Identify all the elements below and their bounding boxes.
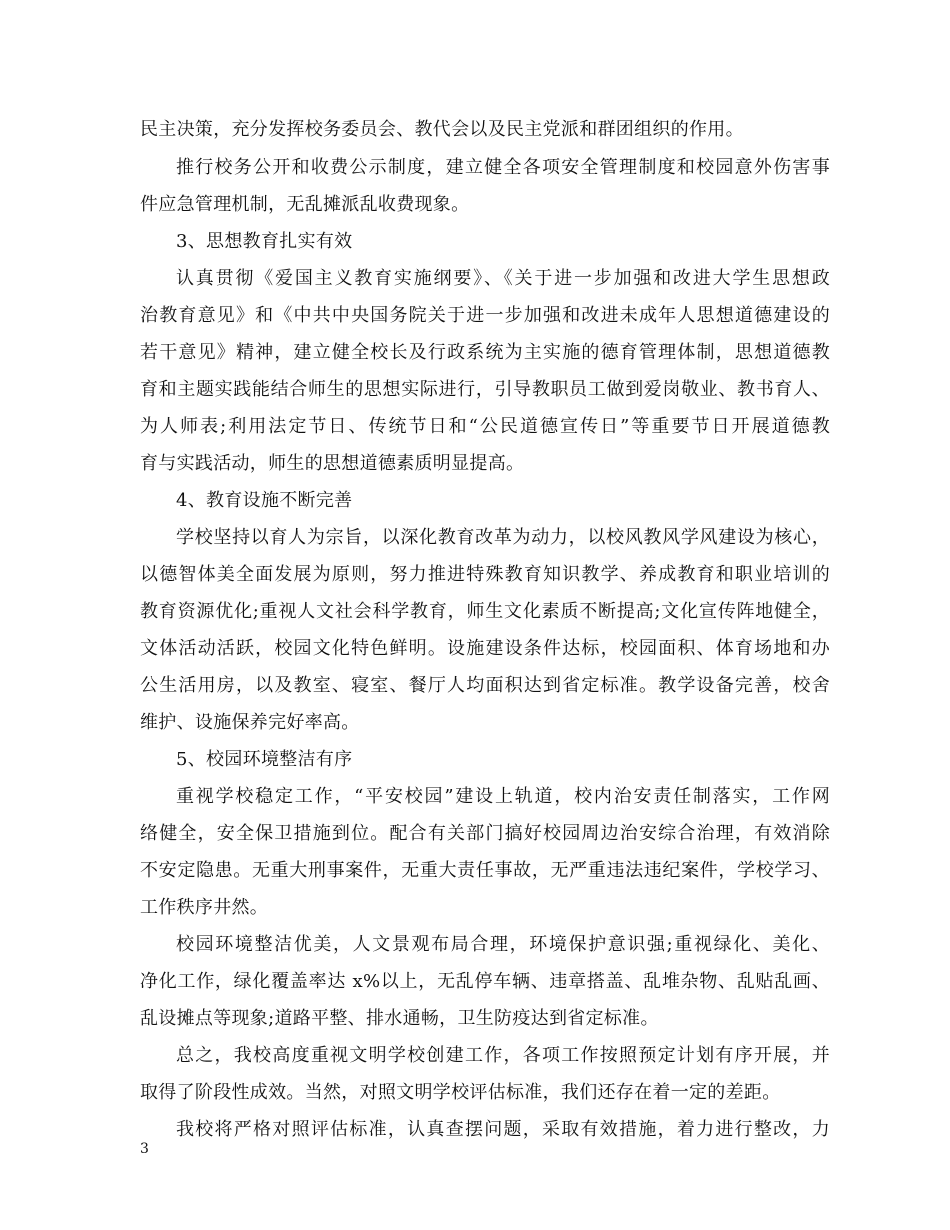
text-line: 民主决策，充分发挥校务委员会、教代会以及民主党派和群团组织的作用。 (140, 119, 744, 140)
text-line: 为人师表;利用法定节日、传统节日和“公民道德宣传日”等重要节日开展道德教 (140, 416, 830, 437)
text-line: 若干意见》精神，建立健全校长及行政系统为主实施的德育管理体制，思想道德教 (140, 342, 830, 363)
section-heading: 5、校园环境整洁有序 (176, 749, 353, 770)
section-heading: 4、教育设施不断完善 (176, 490, 353, 511)
text-line: 我校将严格对照评估标准，认真查摆问题，采取有效措施，着力进行整改，力 (176, 1119, 830, 1140)
text-line: 学校坚持以育人为宗旨，以深化教育改革为动力，以校风教风学风建设为核心， (176, 527, 830, 548)
text-line: 重视学校稳定工作，“平安校园”建设上轨道，校内治安责任制落实，工作网 (176, 786, 830, 807)
section-heading: 3、思想教育扎实有效 (176, 231, 353, 252)
text-line: 络健全，安全保卫措施到位。配合有关部门搞好校园周边治安综合治理，有效消除 (140, 823, 830, 844)
page-number: 3 (140, 1141, 149, 1157)
text-line: 育和主题实践能结合师生的思想实际进行，引导教职员工做到爱岗敬业、教书育人、 (140, 379, 830, 400)
text-line: 乱设摊点等现象;道路平整、排水通畅，卫生防疫达到省定标准。 (140, 1008, 659, 1029)
text-line: 治教育意见》和《中共中央国务院关于进一步加强和改进未成年人思想道德建设的 (140, 305, 830, 326)
text-line: 文体活动活跃，校园文化特色鲜明。设施建设条件达标，校园面积、体育场地和办 (140, 638, 830, 659)
text-line: 件应急管理机制，无乱摊派乱收费现象。 (140, 194, 470, 215)
text-line: 公生活用房，以及教室、寝室、餐厅人均面积达到省定标准。教学设备完善，校舍 (140, 675, 830, 696)
text-line: 取得了阶段性成效。当然，对照文明学校评估标准，我们还存在着一定的差距。 (140, 1082, 781, 1103)
text-line: 维护、设施保养完好率高。 (140, 712, 360, 733)
text-line: 教育资源优化;重视人文社会科学教育，师生文化素质不断提高;文化宣传阵地健全， (140, 601, 830, 622)
text-line: 以德智体美全面发展为原则，努力推进特殊教育知识教学、养成教育和职业培训的 (140, 564, 830, 585)
text-line: 总之，我校高度重视文明学校创建工作，各项工作按照预定计划有序开展，并 (176, 1045, 830, 1066)
text-line: 育与实践活动，师生的思想道德素质明显提高。 (140, 453, 525, 474)
text-line: 推行校务公开和收费公示制度，建立健全各项安全管理制度和校园意外伤害事 (176, 157, 830, 178)
text-line: 不安定隐患。无重大刑事案件，无重大责任事故，无严重违法违纪案件，学校学习、 (140, 860, 830, 881)
text-line: 校园环境整洁优美，人文景观布局合理，环境保护意识强;重视绿化、美化、 (176, 934, 830, 955)
text-line: 工作秩序井然。 (140, 897, 269, 918)
text-line: 认真贯彻《爱国主义教育实施纲要》、《关于进一步加强和改进大学生思想政 (176, 268, 830, 289)
text-line: 净化工作，绿化覆盖率达 x%以上，无乱停车辆、违章搭盖、乱堆杂物、乱贴乱画、 (140, 971, 830, 992)
